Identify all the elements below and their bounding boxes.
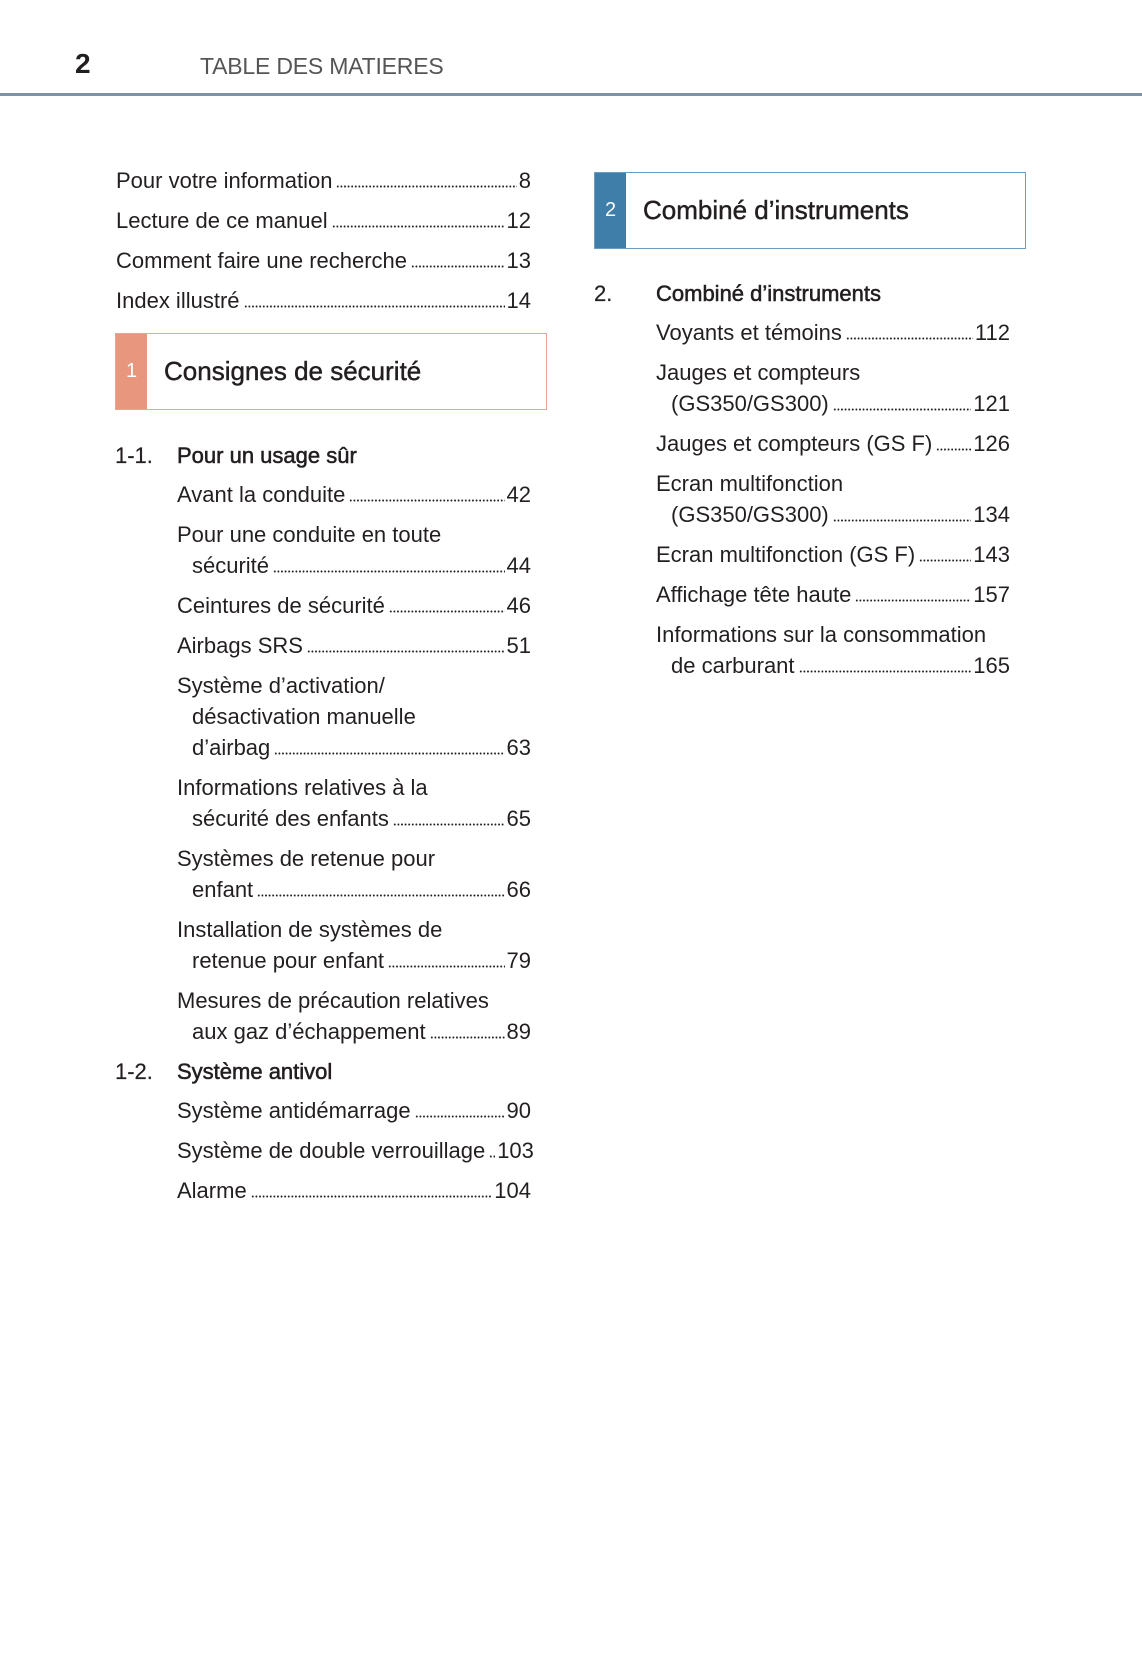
- toc-entry[interactable]: [116, 205, 531, 236]
- toc-entry-title: Installation de systèmes de: [177, 917, 443, 942]
- toc-entry-title: Système d’activation/: [177, 673, 385, 698]
- dot-leader: [393, 823, 505, 826]
- chapter-heading[interactable]: [594, 278, 1010, 309]
- toc-entry[interactable]: [177, 670, 531, 763]
- page-ref: 66: [506, 877, 531, 902]
- toc-entry-title: Voyants et témoins: [656, 320, 842, 345]
- toc-entry-line: [177, 630, 531, 661]
- section-title: Consignes de sécurité: [164, 356, 422, 386]
- chapter-title: Système antivol: [177, 1059, 333, 1084]
- page-ref: 89: [506, 1019, 531, 1044]
- page-number-header: 2: [75, 48, 91, 79]
- toc-entry[interactable]: [177, 1135, 534, 1166]
- toc-entry-line: [656, 619, 1010, 650]
- toc-entry-line: [177, 1016, 531, 1047]
- toc-entry[interactable]: [656, 619, 1010, 681]
- toc-entry-line: [116, 285, 531, 316]
- toc-entry-line: [116, 165, 531, 196]
- toc-entry-title: Lecture de ce manuel: [116, 208, 328, 233]
- toc-entry-title: Système antidémarrage: [177, 1098, 411, 1123]
- toc-entry-line: [656, 388, 1010, 419]
- toc-entry-line: [656, 357, 1010, 388]
- toc-entry-title: Comment faire une recherche: [116, 248, 408, 273]
- toc-entry[interactable]: [656, 317, 1010, 348]
- chapter-number: 2.: [594, 281, 613, 306]
- toc-entry-title: Avant la conduite: [177, 482, 346, 507]
- page-ref: 51: [506, 633, 531, 658]
- toc-entry-title: Affichage tête haute: [656, 582, 852, 607]
- dot-leader: [833, 519, 972, 522]
- dot-leader: [244, 305, 505, 308]
- toc-entry-line: [656, 499, 1010, 530]
- toc-entry-title: Jauges et compteurs (GS F): [656, 431, 933, 456]
- toc-entry-title: Alarme: [177, 1178, 247, 1203]
- toc-entry[interactable]: [177, 479, 531, 510]
- toc-entry-line: [177, 1175, 531, 1206]
- toc-entry-title: sécurité des enfants: [192, 806, 389, 831]
- section-number-tab: 2: [595, 173, 626, 248]
- dot-leader: [251, 1195, 493, 1198]
- dot-leader: [389, 610, 505, 613]
- section-2-contents: [594, 278, 1010, 690]
- dot-leader: [336, 185, 516, 188]
- page-ref: 12: [506, 208, 531, 233]
- toc-entry-line: [656, 539, 1010, 570]
- section-title: Combiné d’instruments: [643, 195, 909, 225]
- toc-entry-line: [177, 590, 531, 621]
- toc-entry-title: aux gaz d’échappement: [192, 1019, 426, 1044]
- toc-entry-title: d’airbag: [192, 735, 271, 760]
- toc-entry-line: [116, 245, 531, 276]
- toc-entry-title: Ecran multifonction (GS F): [656, 542, 916, 567]
- toc-entry-line: [177, 914, 531, 945]
- dot-leader: [273, 570, 504, 573]
- chapter-number: 1-1.: [115, 443, 153, 468]
- page-ref: 79: [506, 948, 531, 973]
- toc-entry[interactable]: [177, 1095, 531, 1126]
- chapter-number: 1-2.: [115, 1059, 153, 1084]
- toc-entry-title: Systèmes de retenue pour: [177, 846, 436, 871]
- toc-entry-line: [656, 468, 1010, 499]
- dot-leader: [430, 1036, 505, 1039]
- toc-entry[interactable]: [116, 245, 531, 276]
- dot-leader: [257, 894, 504, 897]
- page-ref: 103: [497, 1138, 534, 1163]
- toc-entry-title: (GS350/GS300): [671, 502, 829, 527]
- chapter-group: [594, 278, 1010, 681]
- toc-entry-line: [177, 479, 531, 510]
- dot-leader: [274, 752, 504, 755]
- toc-entry[interactable]: [656, 468, 1010, 530]
- toc-entry-title: désactivation manuelle: [192, 704, 416, 729]
- toc-entry-title: Informations sur la consommation: [656, 622, 987, 647]
- page-ref: 14: [506, 288, 531, 313]
- dot-leader: [415, 1115, 505, 1118]
- toc-entry-line: [177, 945, 531, 976]
- toc-entry-line: [177, 772, 531, 803]
- dot-leader: [833, 408, 972, 411]
- dot-leader: [349, 499, 504, 502]
- page-ref: 90: [506, 1098, 531, 1123]
- page-ref: 143: [973, 542, 1010, 567]
- toc-entry[interactable]: [177, 590, 531, 621]
- toc-entry-title: Mesures de précaution relatives: [177, 988, 489, 1013]
- toc-entry-title: Pour votre information: [116, 168, 333, 193]
- toc-entry-line: [656, 317, 1010, 348]
- toc-entry[interactable]: [177, 914, 531, 976]
- toc-entry[interactable]: [177, 519, 531, 581]
- toc-entry-title: enfant: [192, 877, 254, 902]
- toc-entry-line: [177, 1095, 531, 1126]
- dot-leader: [489, 1155, 495, 1158]
- page-ref: 65: [506, 806, 531, 831]
- page-ref: 112: [974, 320, 1010, 345]
- toc-entry[interactable]: [656, 357, 1010, 419]
- toc-entry-line: [177, 519, 531, 550]
- toc-entry-line: [177, 985, 531, 1016]
- toc-entry-title: de carburant: [671, 653, 795, 678]
- toc-entry-title: retenue pour enfant: [192, 948, 385, 973]
- toc-entry[interactable]: [656, 539, 1010, 570]
- toc-entry-line: [177, 670, 531, 701]
- section-number-tab: 1: [116, 334, 147, 409]
- toc-entry-title: sécurité: [192, 553, 270, 578]
- page-ref: 126: [973, 431, 1010, 456]
- chapter-group: [115, 440, 531, 1047]
- toc-entry[interactable]: [177, 843, 531, 905]
- dot-leader: [855, 599, 971, 602]
- dot-leader: [388, 965, 504, 968]
- toc-entry-line: [177, 550, 531, 581]
- chapter-title: Combiné d’instruments: [656, 281, 881, 306]
- page-ref: 134: [973, 502, 1010, 527]
- chapter-entries: [177, 1095, 534, 1206]
- page-ref: 44: [506, 553, 531, 578]
- toc-entry-title: Airbags SRS: [177, 633, 303, 658]
- toc-entry-title: Système de double verrouillage: [177, 1138, 486, 1163]
- toc-entry-title: Ecran multifonction: [656, 471, 844, 496]
- intro-list: [116, 165, 531, 325]
- dot-leader: [332, 225, 505, 228]
- toc-entry-line: [656, 650, 1010, 681]
- page-ref: 157: [973, 582, 1010, 607]
- toc-entry-line: [656, 428, 1010, 459]
- toc-entry[interactable]: [177, 985, 531, 1047]
- toc-entry-title: Informations relatives à la: [177, 775, 428, 800]
- dot-leader: [411, 265, 504, 268]
- chapter-entries: [656, 317, 1010, 681]
- toc-entry-line: [177, 843, 531, 874]
- toc-entry-title: (GS350/GS300): [671, 391, 829, 416]
- page-ref: 104: [494, 1178, 531, 1203]
- toc-entry[interactable]: [116, 165, 531, 196]
- toc-entry[interactable]: [177, 772, 531, 834]
- dot-leader: [307, 650, 505, 653]
- chapter-heading[interactable]: [115, 1056, 531, 1087]
- toc-entry-title: Jauges et compteurs: [656, 360, 861, 385]
- toc-entry-line: [177, 1135, 534, 1166]
- page-ref: 46: [506, 593, 531, 618]
- chapter-title: Pour un usage sûr: [177, 443, 357, 468]
- page-ref: 13: [506, 248, 531, 273]
- toc-entry-title: Ceintures de sécurité: [177, 593, 385, 618]
- toc-entry[interactable]: [116, 285, 531, 316]
- page-ref: 121: [973, 391, 1010, 416]
- page-ref: 8: [518, 168, 531, 193]
- toc-entry-line: [656, 579, 1010, 610]
- header-rule: [0, 93, 1142, 96]
- dot-leader: [846, 337, 973, 340]
- dot-leader: [919, 559, 971, 562]
- page-ref: 63: [506, 735, 531, 760]
- chapter-entries: [177, 479, 531, 1047]
- running-title: TABLE DES MATIERES: [200, 53, 444, 79]
- toc-entry[interactable]: [656, 428, 1010, 459]
- toc-entry-line: [177, 701, 531, 732]
- toc-entry-title: Pour une conduite en toute: [177, 522, 442, 547]
- toc-entry[interactable]: [177, 1175, 531, 1206]
- page-ref: 42: [506, 482, 531, 507]
- section-banner-2[interactable]: [594, 172, 1026, 249]
- section-1-contents: [115, 440, 534, 1215]
- toc-entry-line: [177, 874, 531, 905]
- dot-leader: [799, 670, 972, 673]
- section-banner-1[interactable]: [115, 333, 547, 410]
- toc-entry-title: Index illustré: [116, 288, 240, 313]
- toc-entry-line: [116, 205, 531, 236]
- chapter-heading[interactable]: [115, 440, 531, 471]
- page-ref: 165: [973, 653, 1010, 678]
- dot-leader: [936, 448, 971, 451]
- toc-entry-line: [177, 732, 531, 763]
- toc-entry-line: [177, 803, 531, 834]
- chapter-group: [115, 1056, 534, 1206]
- toc-entry[interactable]: [656, 579, 1010, 610]
- toc-entry[interactable]: [177, 630, 531, 661]
